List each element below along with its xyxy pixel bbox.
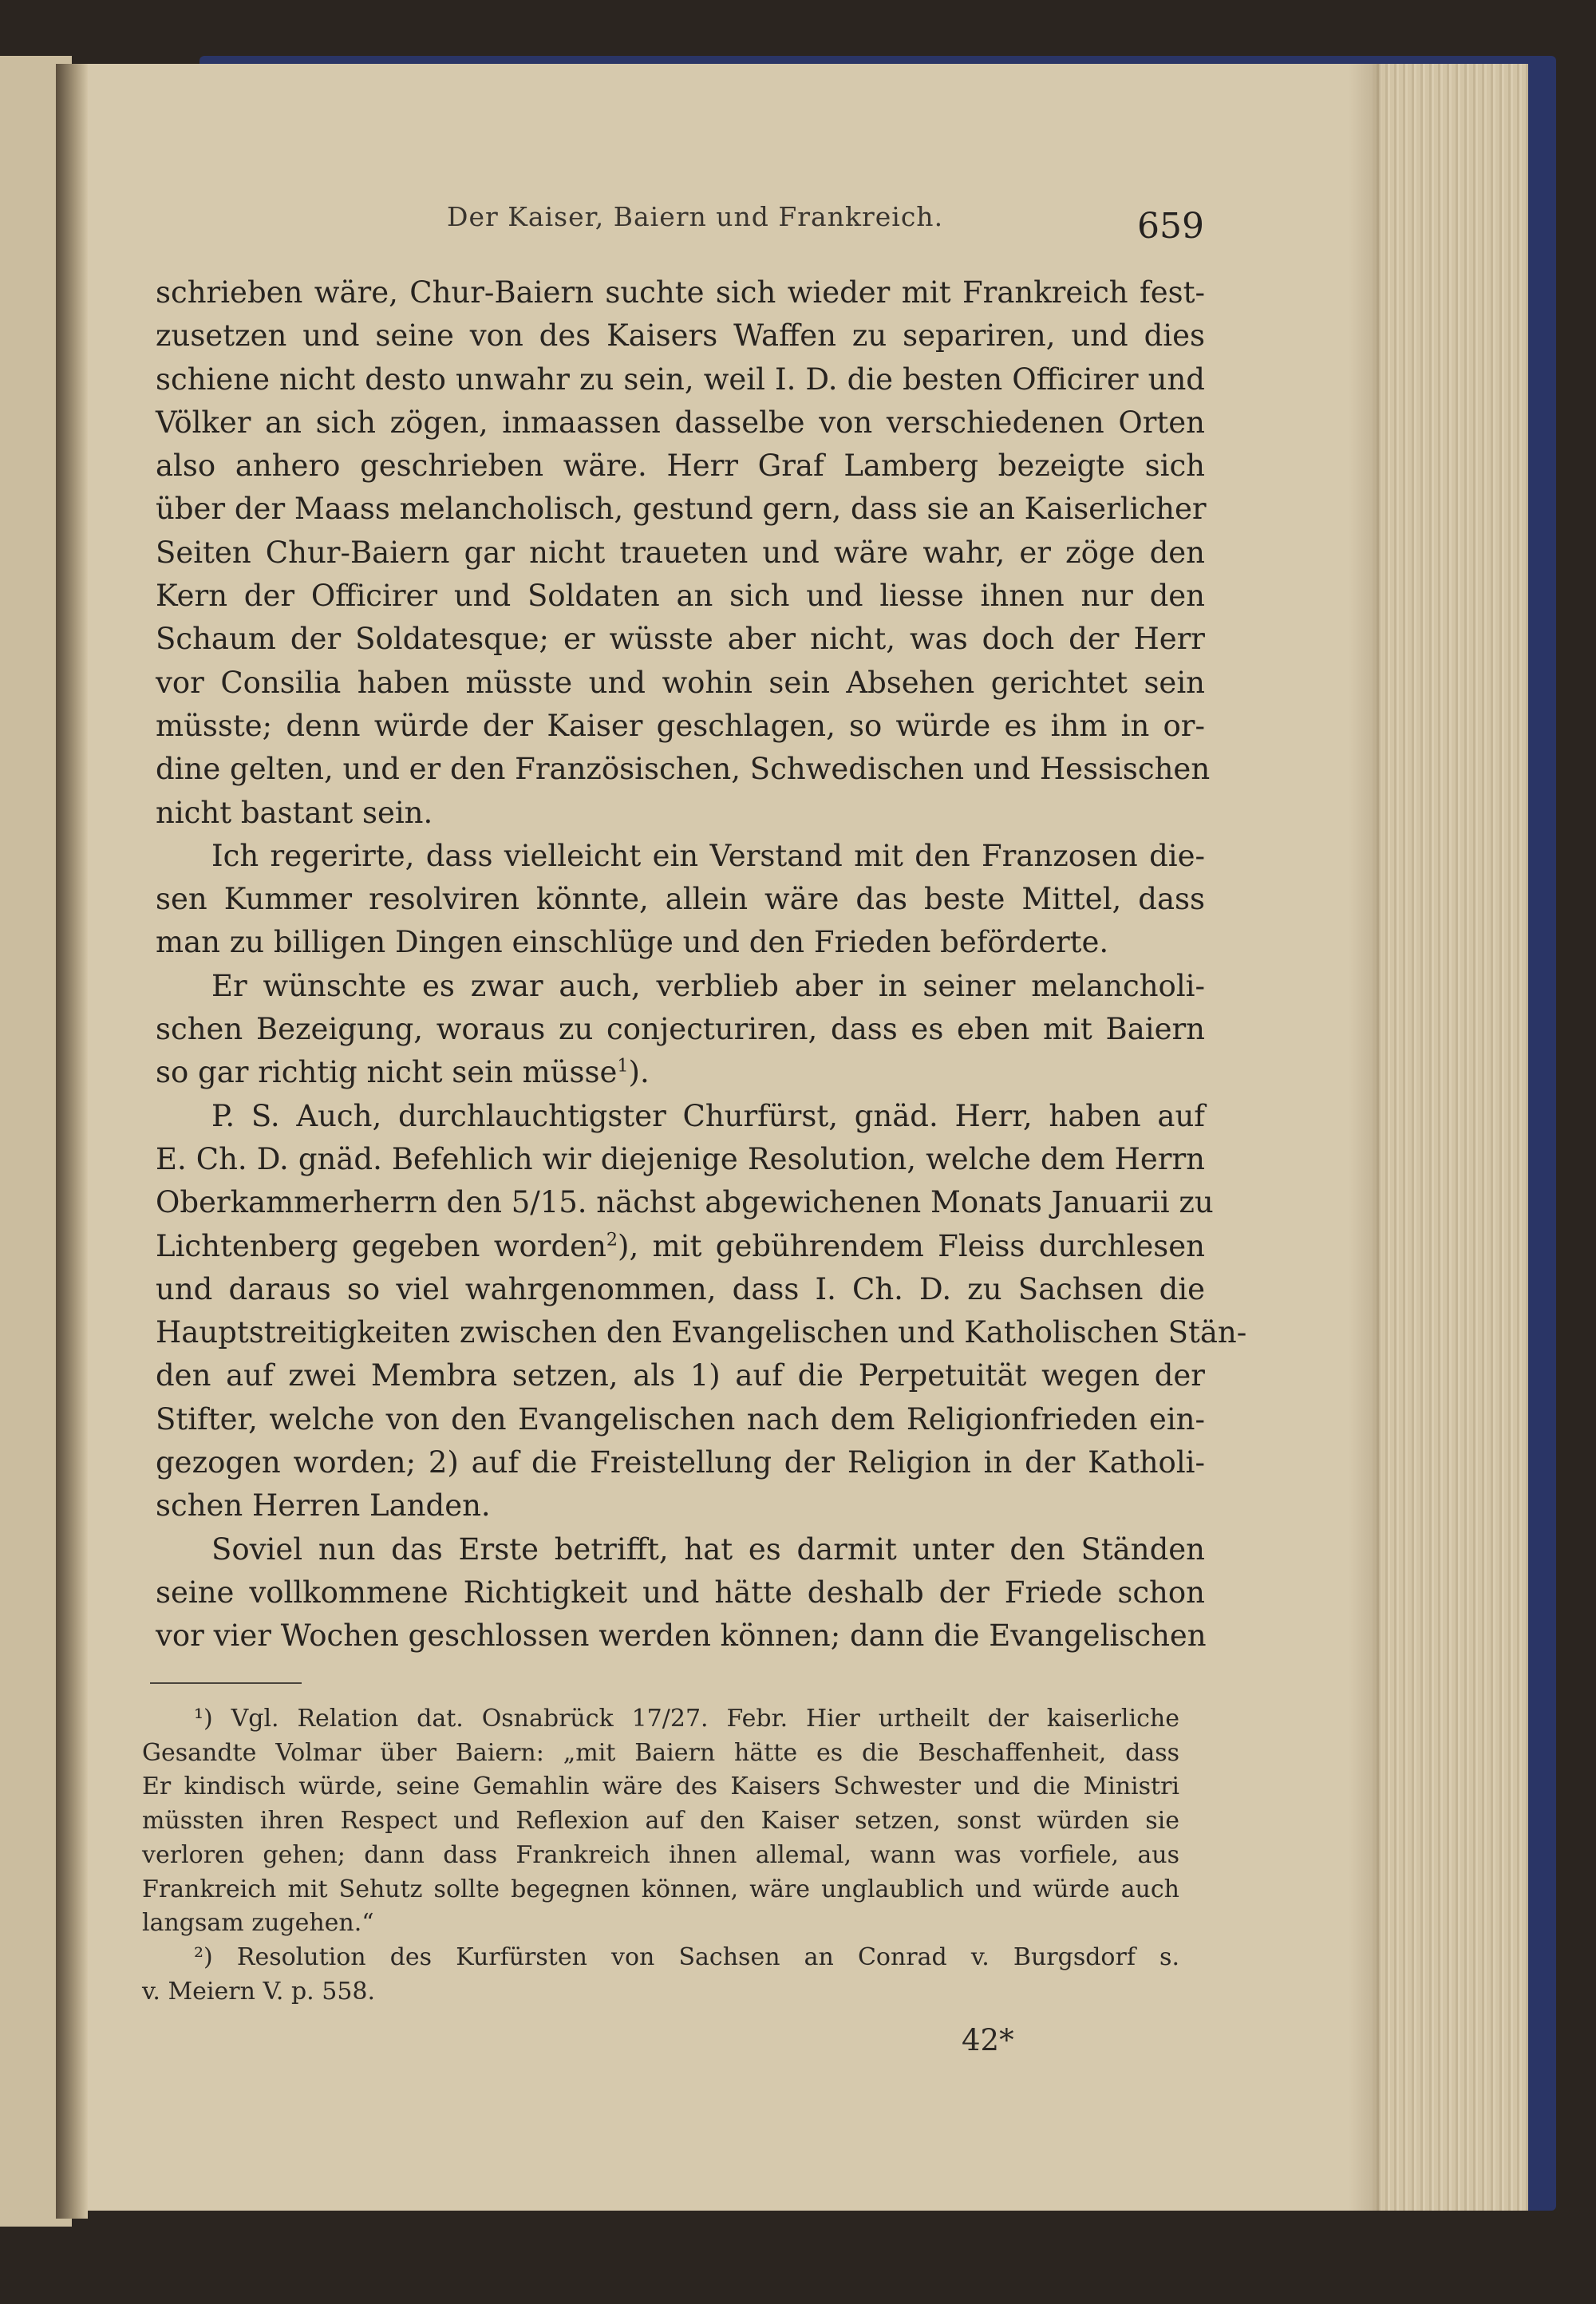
text-line: Ich regerirte, dass vielleicht ein Verstand mit den Franzosen die- [211,838,1205,873]
running-head: Der Kaiser, Baiern und Frankreich. [447,201,944,232]
text-line: man zu billigen Dingen einschlüge und den Frieden beförderte. [156,925,1109,960]
text-line [156,1225,1205,1268]
text-line: schen Bezeigung, woraus zu conjecturiren, dass es eben mit Baiern [156,1012,1205,1047]
text-line: über der Maass melancholisch, gestund gern, dass sie an Kaiserlicher [156,492,1207,527]
footnote-line: verloren gehen; dann dass Frankreich ihnen allemal, wann was vorfiele, aus [142,1840,1179,1869]
text-line: Kern der Officirer und Soldaten an sich und liesse ihnen nur den [156,579,1205,614]
text-line: schiene nicht desto unwahr zu sein, weil I. D. die besten Officirer und [156,362,1205,397]
signature-mark: 42* [962,2023,1014,2057]
text-line: Seiten Chur-Baiern gar nicht traueten und wäre wahr, er zöge den [156,535,1205,570]
text-line: seine vollkommene Richtigkeit und hätte deshalb der Friede schon [156,1575,1205,1610]
text-line: Hauptstreitigkeiten zwischen den Evangelischen und Katholischen Stän- [156,1315,1247,1350]
text-line: müsste; denn würde der Kaiser geschlagen, so würde es ihm in or- [156,708,1205,743]
text-line: schrieben wäre, Chur-Baiern suchte sich wieder mit Frankreich fest- [156,275,1205,310]
text-line: zusetzen und seine von des Kaisers Waffen zu separiren, und dies [156,318,1205,354]
text-line: also anhero geschrieben wäre. Herr Graf Lamberg bezeigte sich [156,449,1205,484]
text-line [156,1051,1205,1094]
text-run: ). [628,1055,650,1090]
text-line: schen Herren Landen. [156,1488,491,1523]
footnote-line: ²) Resolution des Kurfürsten von Sachsen an Conrad v. Burgsdorf s. [194,1942,1179,1971]
text-line: den auf zwei Membra setzen, als 1) auf die Perpetuität wegen der [156,1358,1205,1393]
footnote-ref: 2 [606,1229,618,1251]
footnote-line: Gesandte Volmar über Baiern: „mit Baiern hätte es die Beschaffenheit, dass [142,1738,1179,1767]
footnote-line: müssten ihren Respect und Reflexion auf den Kaiser setzen, sonst würden sie [142,1807,1179,1836]
text-line: Völker an sich zögen, inmaassen dasselbe von verschiedenen Orten [156,405,1205,440]
text-line: vor Consilia haben müsste und wohin sein Absehen gerichtet sein [156,665,1205,700]
text-line: nicht bastant sein. [156,795,433,830]
footnote-line: Frankreich mit Sehutz sollte begegnen können, wäre unglaublich und würde auch [142,1875,1179,1903]
text-line: und daraus so viel wahrgenommen, dass I. Ch. D. zu Sachsen die [156,1271,1205,1306]
text-line: Soviel nun das Erste betrifft, hat es darmit unter den Ständen [211,1531,1205,1567]
body-text [156,271,1247,1658]
text-line: E. Ch. D. gnäd. Befehlich wir diejenige Resolution, welche dem Herrn [156,1141,1205,1176]
text-line: P. S. Auch, durchlauchtigster Churfürst, gnäd. Herr, haben auf [211,1098,1205,1133]
footnote-line: langsam zugehen.“ [142,1909,374,1938]
text-run: ), mit gebührendem Fleiss durchlesen [618,1228,1205,1263]
page-block-edges [1373,64,1528,2211]
text-line: gezogen worden; 2) auf die Freistellung der Religion in der Katholi- [156,1445,1205,1480]
text-line: sen Kummer resolviren könnte, allein wäre das beste Mittel, dass [156,882,1205,917]
text-line: Er wünschte es zwar auch, verblieb aber in seiner melancholi- [211,968,1205,1003]
text-line: Oberkammerherrn den 5/15. nächst abgewichenen Monats Januarii zu [156,1185,1214,1220]
text-line: dine gelten, und er den Französischen, Schwedischen und Hessischen [156,752,1211,787]
text-run: Lichtenberg gegeben worden [156,1228,606,1263]
text-line: Stifter, welche von den Evangelischen nach dem Religionfrieden ein- [156,1401,1205,1437]
footnote-ref: 1 [617,1056,629,1077]
footnotes [142,1702,1179,2009]
text-line: vor vier Wochen geschlossen werden können; dann die Evangelischen [156,1618,1207,1654]
footnote-rule [150,1682,302,1684]
book-gutter [56,64,88,2219]
page-number: 659 [1137,206,1204,247]
page-edge-shadow [1349,64,1381,2211]
text-run: so gar richtig nicht sein müsse [156,1055,618,1090]
footnote-line: v. Meiern V. p. 558. [142,1977,376,2006]
footnote-line: ¹) Vgl. Relation dat. Osnabrück 17/27. Febr. Hier urtheilt der kaiserliche [194,1705,1179,1733]
text-line: Schaum der Soldatesque; er wüsste aber nicht, was doch der Herr [156,622,1205,657]
footnote-line: Er kindisch würde, seine Gemahlin wäre des Kaisers Schwester und die Ministri [142,1772,1179,1801]
